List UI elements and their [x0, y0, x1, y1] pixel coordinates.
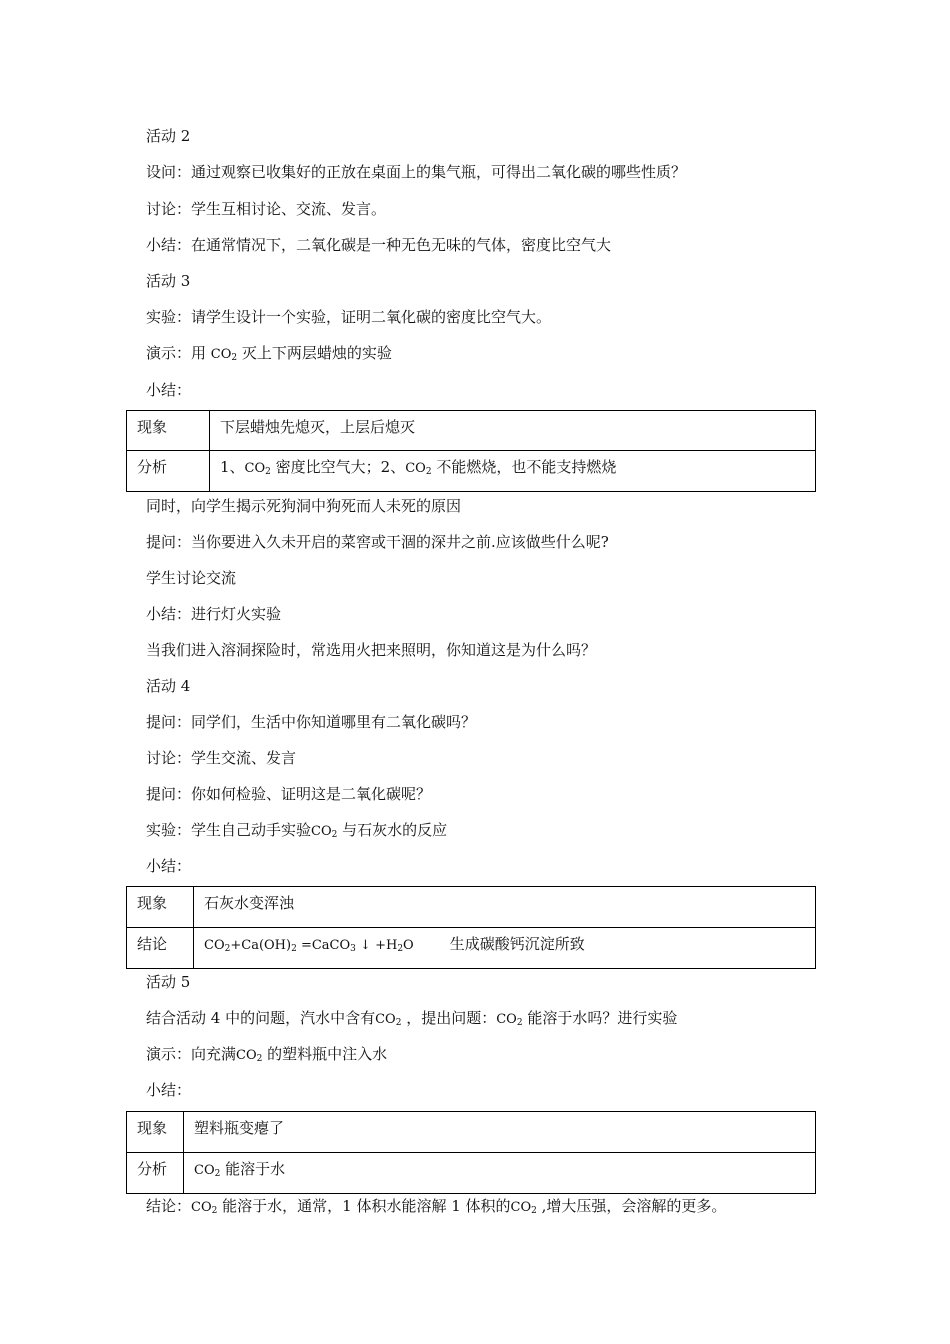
summary-label-3: 小结：: [146, 1081, 192, 1099]
activity-5-heading: 活动 5: [146, 973, 191, 991]
cave-question-line: 当我们进入溶洞探险时，常选用火把来照明，你知道这是为什么吗？: [146, 641, 597, 659]
table-row: [127, 451, 816, 492]
activity-2-heading: 活动 2: [146, 127, 191, 145]
table-cell-label: 结论: [127, 928, 194, 969]
question-line-2: 提问：当你要进入久未开启的菜窖或干涸的深井之前.应该做些什么呢?: [146, 533, 609, 551]
text-span: 演示：用: [146, 344, 211, 362]
table-cell-label: 现象: [127, 411, 210, 451]
result-table-1: [126, 410, 816, 492]
table-cell-label: 现象: [127, 1112, 184, 1153]
co2-formula: $CO_2$: [236, 1048, 263, 1064]
demo-line-2: 演示：向充满$CO_2$ 的塑料瓶中注入水: [146, 1045, 388, 1064]
co2-formula: $CO_2$: [210, 347, 238, 363]
co2-formula: $CO_2$: [311, 824, 338, 840]
discussion-line-2: 学生讨论交流: [146, 569, 237, 587]
table-cell-value: $CO_2$ 能溶于水: [184, 1153, 816, 1194]
experiment-line-2: 实验：学生自己动手实验$CO_2$ 与石灰水的反应: [146, 821, 448, 840]
co2-formula: $CO_2$: [375, 1012, 402, 1028]
reason-line: 同时，向学生揭示死狗洞中狗死而人未死的原因: [146, 497, 462, 515]
table-cell-value: 下层蜡烛先熄灭，上层后熄灭: [210, 411, 816, 451]
result-table-3: [126, 1111, 816, 1194]
demo-line: [146, 343, 392, 365]
chemical-equation: $CO_2+Ca(OH)_2$ =CaCO$_3$ ↓ $+H_2O$ 生成碳酸钙沉淀所致: [194, 928, 816, 969]
question-line-3: 提问：同学们，生活中你知道哪里有二氧化碳吗？: [146, 713, 477, 731]
problem-line: 结合活动 4 中的问题，汽水中含有$CO_2$ ，提出问题：$CO_2$ 能溶于水吗？进行实验: [146, 1009, 678, 1028]
text-span: 灭上下两层蜡烛的实验: [237, 344, 392, 362]
table-row: [127, 1153, 816, 1194]
co2-formula: $CO_2$: [510, 1200, 537, 1216]
table-cell-label: 现象: [127, 887, 194, 928]
activity-3-heading: 活动 3: [146, 272, 191, 290]
co2-formula: $CO_2$: [405, 461, 432, 477]
table-cell-label: 分析: [127, 1153, 184, 1194]
experiment-line: 实验：请学生设计一个实验，证明二氧化碳的密度比空气大。: [146, 308, 552, 326]
discussion-line-3: 讨论：学生交流、发言: [146, 749, 297, 767]
table-row: [127, 887, 816, 928]
co2-formula: $CO_2$: [191, 1200, 218, 1216]
co2-formula: $CO_2$: [496, 1012, 523, 1028]
table-row: [127, 928, 816, 969]
table-cell-value: 石灰水变浑浊: [194, 887, 816, 928]
discussion-line: 讨论：学生互相讨论、交流、发言。: [146, 200, 387, 218]
table-cell-label: 分析: [127, 451, 210, 492]
question-line: 设问：通过观察已收集好的正放在桌面上的集气瓶，可得出二氧化碳的哪些性质？: [146, 163, 687, 181]
summary-line-2: 小结：进行灯火实验: [146, 605, 282, 623]
activity-4-heading: 活动 4: [146, 677, 191, 695]
table-row: [127, 411, 816, 451]
table-cell-value: 1、$CO_2$ 密度比空气大；2、$CO_2$ 不能燃烧，也不能支持燃烧: [210, 451, 816, 492]
table-row: [127, 1112, 816, 1153]
co2-formula: $CO_2$: [194, 1163, 221, 1179]
conclusion-line: 结论：$CO_2$ 能溶于水，通常，1 体积水能溶解 1 体积的$CO_2$ ,增大压强，会溶解的更多。: [146, 1197, 727, 1216]
co2-formula: $CO_2$: [244, 461, 271, 477]
table-cell-value: 塑料瓶变瘪了: [184, 1112, 816, 1153]
summary-label: 小结：: [146, 381, 192, 399]
question-line-4: 提问：你如何检验、证明这是二氧化碳呢？: [146, 785, 432, 803]
summary-line: 小结：在通常情况下，二氧化碳是一种无色无味的气体，密度比空气大: [146, 236, 612, 254]
result-table-2: [126, 886, 816, 969]
summary-label-2: 小结：: [146, 857, 192, 875]
